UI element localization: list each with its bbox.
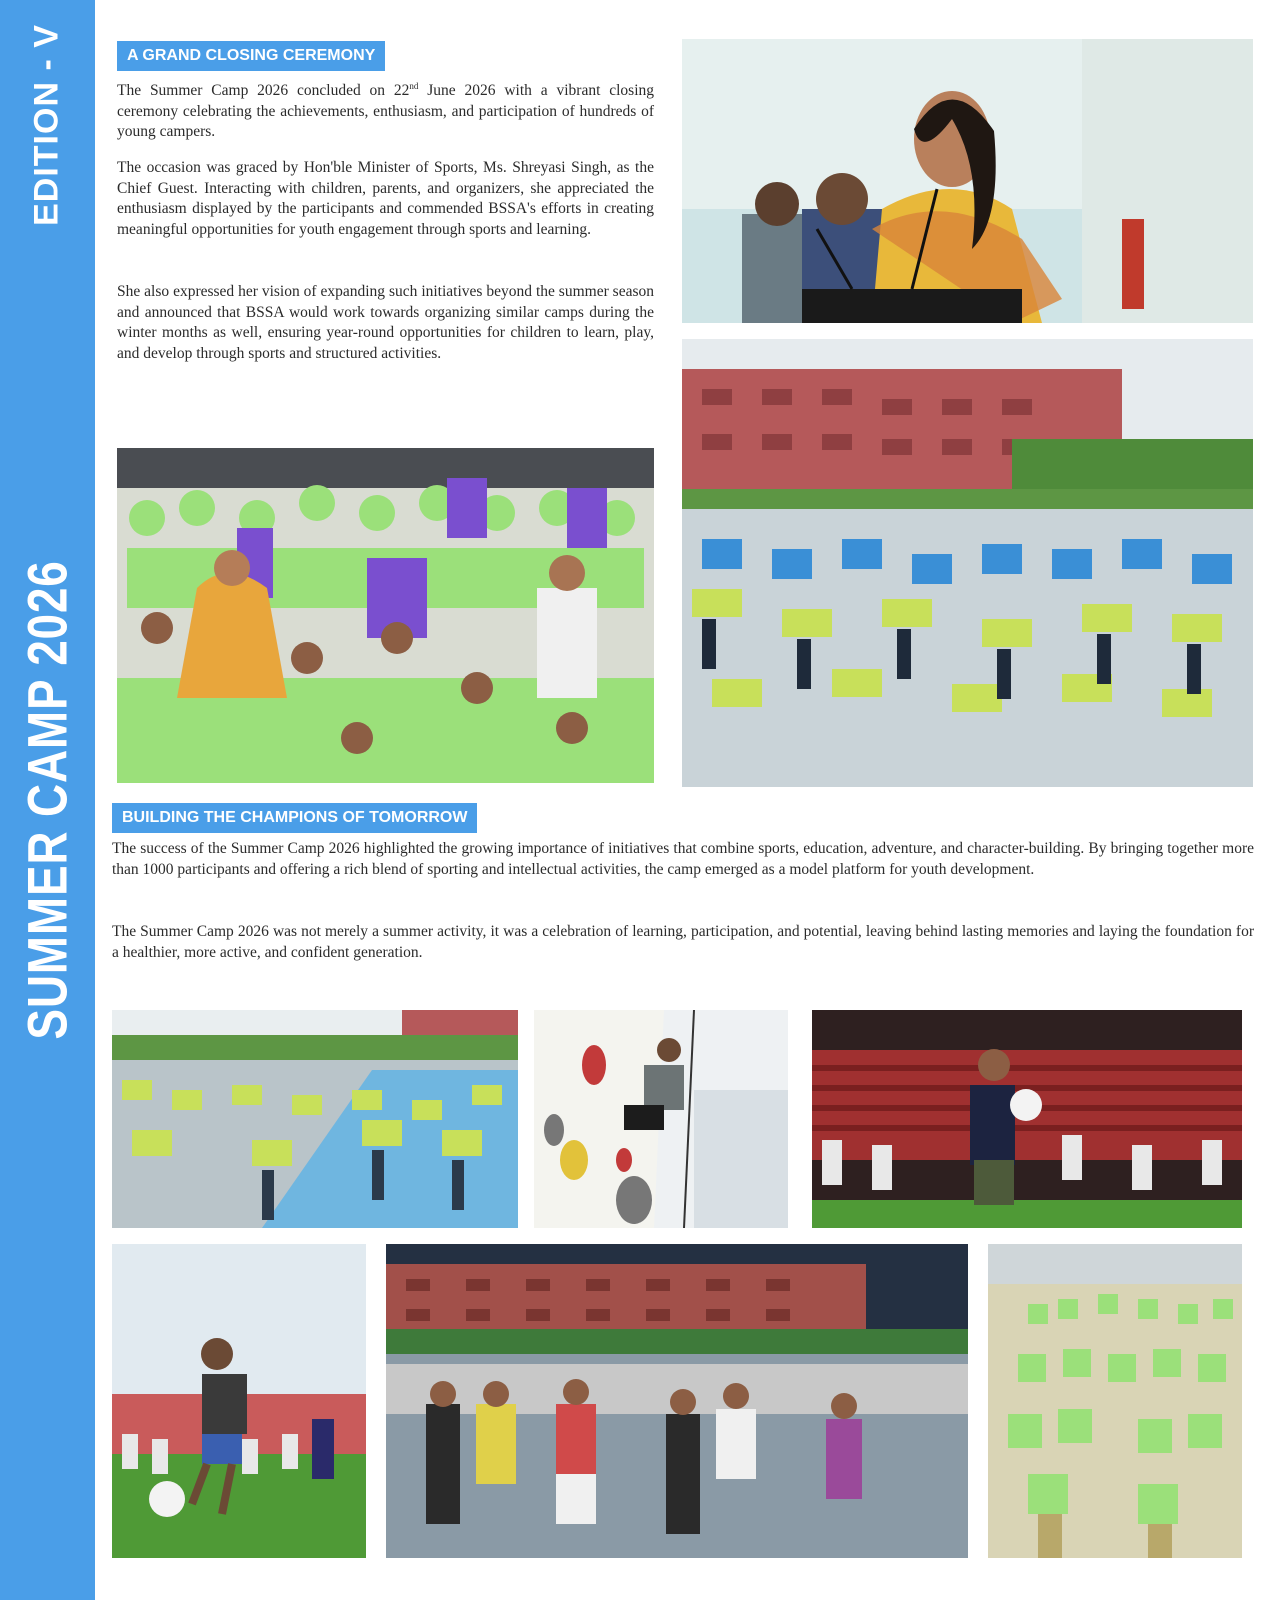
photo-outdoor-stretching-session (682, 339, 1253, 787)
intro-text-end: June 2026 with a vibrant closing ceremony celebrating the achievements, enthusiasm, and participation of hundreds of young campers. (117, 82, 654, 141)
section-heading-champions: BUILDING THE CHAMPIONS OF TOMORROW (112, 803, 477, 833)
publication-title: SUMMER CAMP 2026 (15, 560, 79, 1040)
photo-indoor-hall-exercise (988, 1244, 1242, 1558)
section-heading-closing-ceremony: A GRAND CLOSING CEREMONY (117, 41, 385, 71)
intro-text-start: The Summer Camp 2026 concluded on 22 (117, 82, 410, 100)
edition-label: EDITION - V (27, 24, 66, 226)
chief-guest-paragraph: The occasion was graced by Hon'ble Minister of Sports, Ms. Shreyasi Singh, as the Chief Guest. Interacting with children, parents, and organizers, she appreciated the enthusiasm displayed by the participants and commended BSSA's efforts in creating meaningful opportunities for youth engagement through sports and learning. (117, 159, 654, 238)
photo-wall-climbing (534, 1010, 788, 1228)
photo-court-exercise (112, 1010, 518, 1228)
photo-group-with-chief-guest (117, 448, 654, 783)
ordinal-suffix: nd (409, 81, 419, 91)
photo-boy-kicking-ball (112, 1244, 366, 1558)
closing-ceremony-intro (117, 76, 654, 143)
vision-paragraph: She also expressed her vision of expanding such initiatives beyond the summer season and announced that BSSA would work towards organizing similar camps during the winter months as well, ensuring year-round opportunities for children to learn, play, and develop through sports and structured activities. (117, 283, 654, 362)
photo-football-stadium (812, 1010, 1242, 1228)
success-paragraph: The success of the Summer Camp 2026 highlighted the growing importance of initiatives that combine sports, education, adventure, and character-building. By bringing together more than 1000 participants and offering a rich blend of sporting and intellectual activities, the camp emerged as a model platform for youth development. (112, 840, 1254, 878)
sidebar (0, 0, 95, 1600)
photo-speaker-at-podium (682, 39, 1253, 323)
conclusion-paragraph: The Summer Camp 2026 was not merely a summer activity, it was a celebration of learning, participation, and potential, leaving behind lasting memories and laying the foundation for a healthier, more active, and confident generation. (112, 923, 1254, 961)
photo-evening-dance-session (386, 1244, 968, 1558)
